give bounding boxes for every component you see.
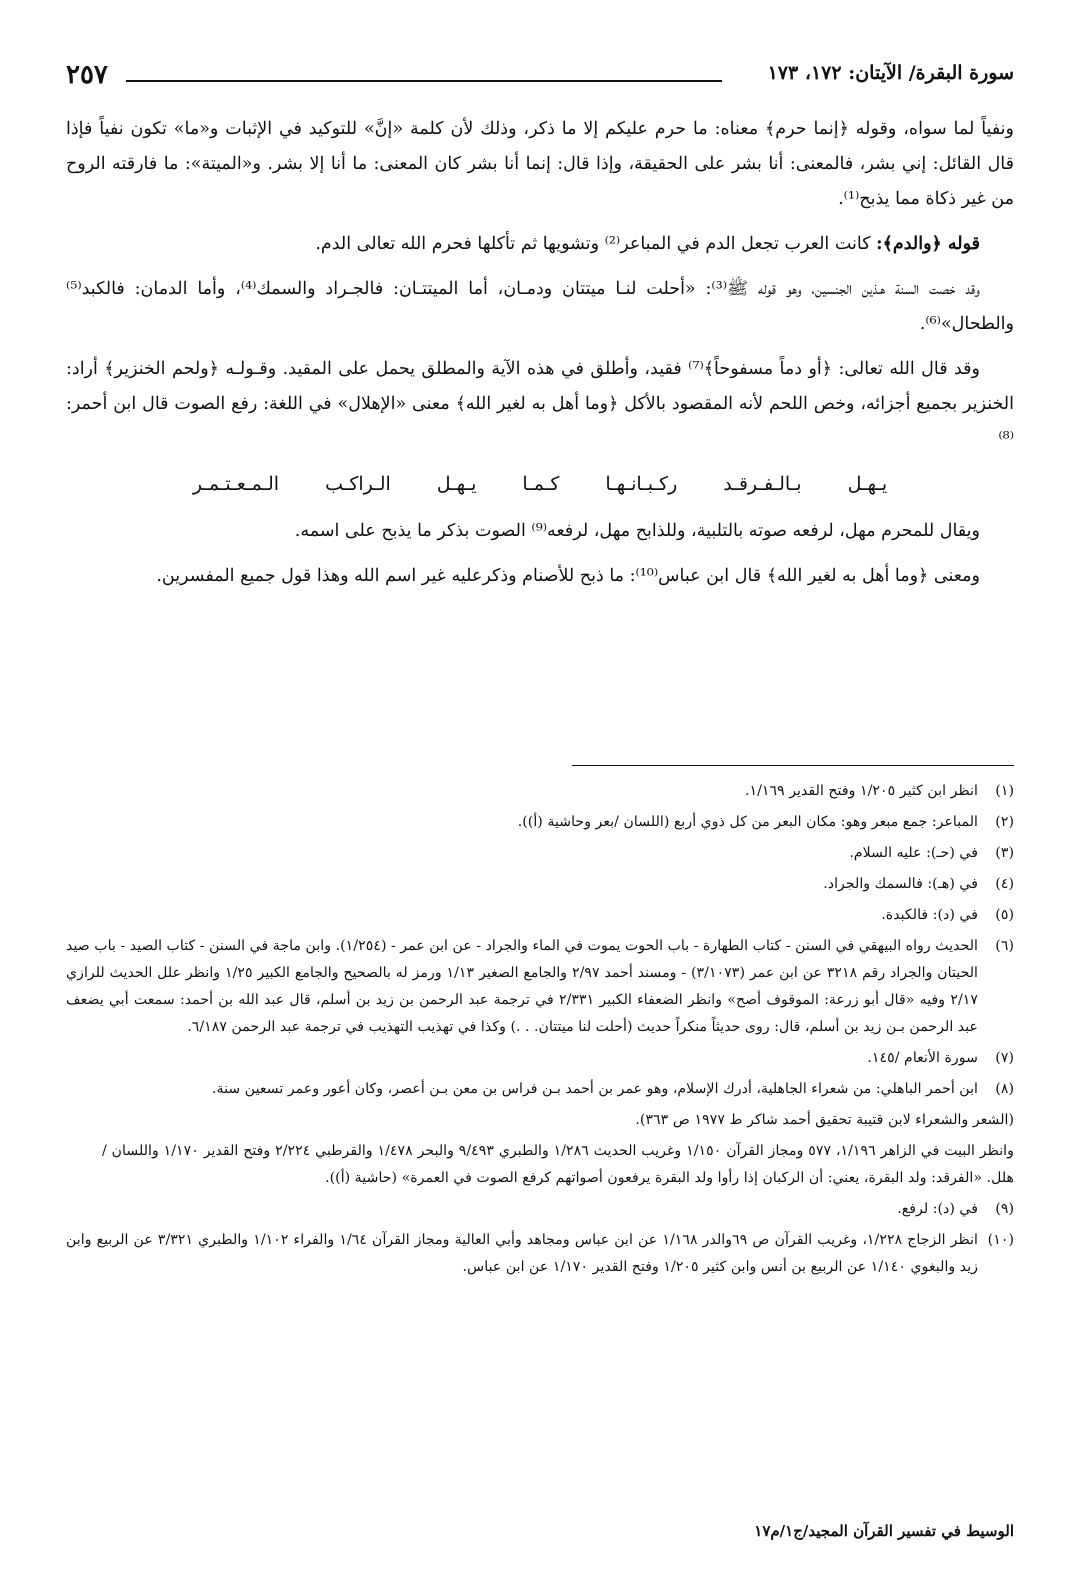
paragraph <box>66 227 1014 262</box>
footnote-number: (١) <box>995 783 1014 799</box>
footnote <box>66 871 1014 898</box>
main-text <box>66 112 1014 604</box>
footnote <box>66 902 1014 929</box>
footnote-number: (٥) <box>995 907 1014 923</box>
quran-quote: قوله ﴿والدم﴾: <box>876 234 980 254</box>
footnote <box>66 1045 1014 1072</box>
footnote-number: (٩) <box>995 1201 1014 1217</box>
running-header <box>66 58 1014 92</box>
paragraph: ويقال للمحرم مهل، لرفعه صوته بالتلبية، وللذابح مهل، لرفعه⁽⁹⁾ الصوت بذكر ما يذبح على اسمه. <box>294 521 980 541</box>
footnote-text: الحديث رواه البيهقي في السنن - كتاب الطهارة - باب الحوت يموت في الماء والجراد - عن ابن عمر - (١/٢٥٤). وابن ماجة في السنن - كتاب الصيد - باب صيد الحيتان والجراد رقم ٣٢١٨ عن ابن عمر (٣/١٠٧٣) - ومسند أحمد ٢/٩٧ والجامع الصغير ١/١٣ ورمز له بالصحيح والجامع الكبير ١/٢٥ وانظر علل الحديث للرازي ٢/١٧ وفيه «قال أبو زرعة: الموقوف أصح» وانظر الضعفاء الكبير ٢/٣٣١ في ترجمة عبد الرحمن بن زيد بن أسلم، قال عبد الله بن أحمد: سمعت أبي يضعف عبد الرحمن بـن زيد بن أسلم، قال: روى حديثاً منكراً حديث (أحلت لنا ميتتان. . .) وكذا في تهذيب التهذيب في ترجمة عبد الرحمن ٦/١٨٧. <box>66 938 979 1035</box>
footnote-continuation: وانظر البيت في الزاهر ١/١٩٦، ٥٧٧ ومجاز القرآن ١/١٥٠ وغريب الحديث ١/٢٨٦ والطبري ٩/٤٩٣ والبحر ١/٤٧٨ والقرطبي ٢/٢٢٤ وفتح القدير ١/١٧٠ واللسان /هلل. «الفرقد: ولد البقرة، يعني: أن الركبان إذا رأوا ولد البقرة يرفعون أصواتهم كرفع الصوت في العمرة» (حاشية (أ)). <box>102 1143 1014 1186</box>
footnote-text: ابن أحمر الباهلي: من شعراء الجاهلية، أدرك الإسلام، وهو عمر بن أحمد بـن فراس بن معن بـن أعصر، وكان أعور وعمر تسعين سنة. <box>212 1081 978 1097</box>
footnote-number: (٢) <box>995 814 1014 830</box>
header-rule <box>126 80 722 82</box>
footnote-text: انظر الزجاج ١/٢٢٨، وغريب القرآن ص ٦٩والدر ١/١٦٨ عن ابن عباس ومجاهد وأبي العالية ومجاز القرآن ١/٦٤ والفراء ١/١٠٢ والطبري ٣/٣٢١ عن الربيع وابن زيد والبغوي ١/١٤٠ عن الربيع بن أنس وابن كثير ١/٢٠٥ وفتح القدير ١/١٧٠ عن ابن عباس. <box>66 1232 978 1275</box>
footnote-number: (٤) <box>995 876 1014 892</box>
footnote-text: في (حـ): عليه السلام. <box>849 845 978 861</box>
footnote <box>66 1196 1014 1223</box>
footnote-text: انظر ابن كثير ١/٢٠٥ وفتح القدير ١/١٦٩. <box>744 783 978 799</box>
footnote-text: في (د): فالكبدة. <box>881 907 978 923</box>
paragraph: وقد قال الله تعالى: ﴿أو دماً مسفوحاً﴾⁽⁷⁾ فقيد، وأطلق في هذه الآية والمطلق يحمل على المقيد. وقـولـه ﴿ولحم الخنزير﴾ أراد: الخنزير بجميع أجزائه، وخص اللحم لأنه المقصود بالأكل ﴿وما أهل به لغير الله﴾ معنى «الإهلال» في اللغة: رفع الصوت قال ابن أحمر:⁽⁸⁾ <box>66 359 1014 449</box>
footnote <box>66 1076 1014 1103</box>
footnote-number: (٨) <box>995 1081 1014 1097</box>
paragraph: ومعنى ﴿وما أهل به لغير الله﴾ قال ابن عباس⁽¹⁰⁾: ما ذبح للأصنام وذكرعليه غير اسم الله وهذا قول جميع المفسرين. <box>156 566 980 586</box>
footnote-text: المباعر: جمع مبعر وهو: مكان البعر من كل ذوي أربع (اللسان /بعر وحاشية (أ)). <box>517 814 978 830</box>
footnote <box>66 778 1014 805</box>
footnote <box>66 1227 1014 1281</box>
footnote-text: في (د): لرفع. <box>897 1201 978 1217</box>
footnote-number: (١٠) <box>987 1232 1014 1248</box>
footnotes <box>66 778 1014 1285</box>
footnote <box>66 933 1014 1041</box>
paragraph: ونفياً لما سواه، وقوله ﴿إنما حرم﴾ معناه: ما حرم عليكم إلا ما ذكر، وذلك لأن كلمة «إنَّ» للتوكيد في الإثبات و«ما» تكون نفياً فإذا قال القائل: إني بشر، فالمعنى: أنا بشر على الحقيقة، وإذا قال: إنما أنا بشر كان المعنى: ما أنا إلا بشر. و«الميتة»: ما فارقته الروح من غير ذكاة مما يذبح⁽¹⁾. <box>66 119 1014 209</box>
footnote-number: (٣) <box>995 845 1014 861</box>
signature-line: الوسيط في تفسير القرآن المجيد/ج١/م١٧ <box>754 1522 1014 1540</box>
footnote <box>66 840 1014 867</box>
page-number: ٢٥٧ <box>66 60 108 90</box>
paragraph-text: كانت العرب تجعل الدم في المباعر⁽²⁾ وتشويها ثم تأكلها فحرم الله تعالى الدم. <box>315 234 877 254</box>
footnote-text: سورة الأنعام /١٤٥. <box>867 1050 978 1066</box>
footnote-number: (٦) <box>995 938 1014 954</box>
header-title: سورة البقرة/ الآيتان: ١٧٢، ١٧٣ <box>767 62 1014 84</box>
footnote <box>66 809 1014 836</box>
footnote-continuation: (الشعر والشعراء لابن قتيبة تحقيق أحمد شاكر ط ١٩٧٧ ص ٣٦٣). <box>635 1112 1014 1128</box>
paragraph: وقد خصت السنة هـذين الجنسين، وهو قوله ﷺ⁽³⁾: «أحلت لنـا ميتتان ودمـان، أما الميتتـان: فالجـراد والسمك⁽⁴⁾، وأما الدمان: فالكبد⁽⁵⁾ والطحال»⁽⁶⁾. <box>66 279 1014 334</box>
footnote-text: في (هـ): فالسمك والجراد. <box>823 876 978 892</box>
poetry-verse: يـهـل بـالـفـرقـد ركـبـانـهـا كـمـا يـهـل الـراكـب الـمـعـتـمـر <box>192 473 888 495</box>
footnote-separator <box>572 765 1014 766</box>
footnote-number: (٧) <box>995 1050 1014 1066</box>
